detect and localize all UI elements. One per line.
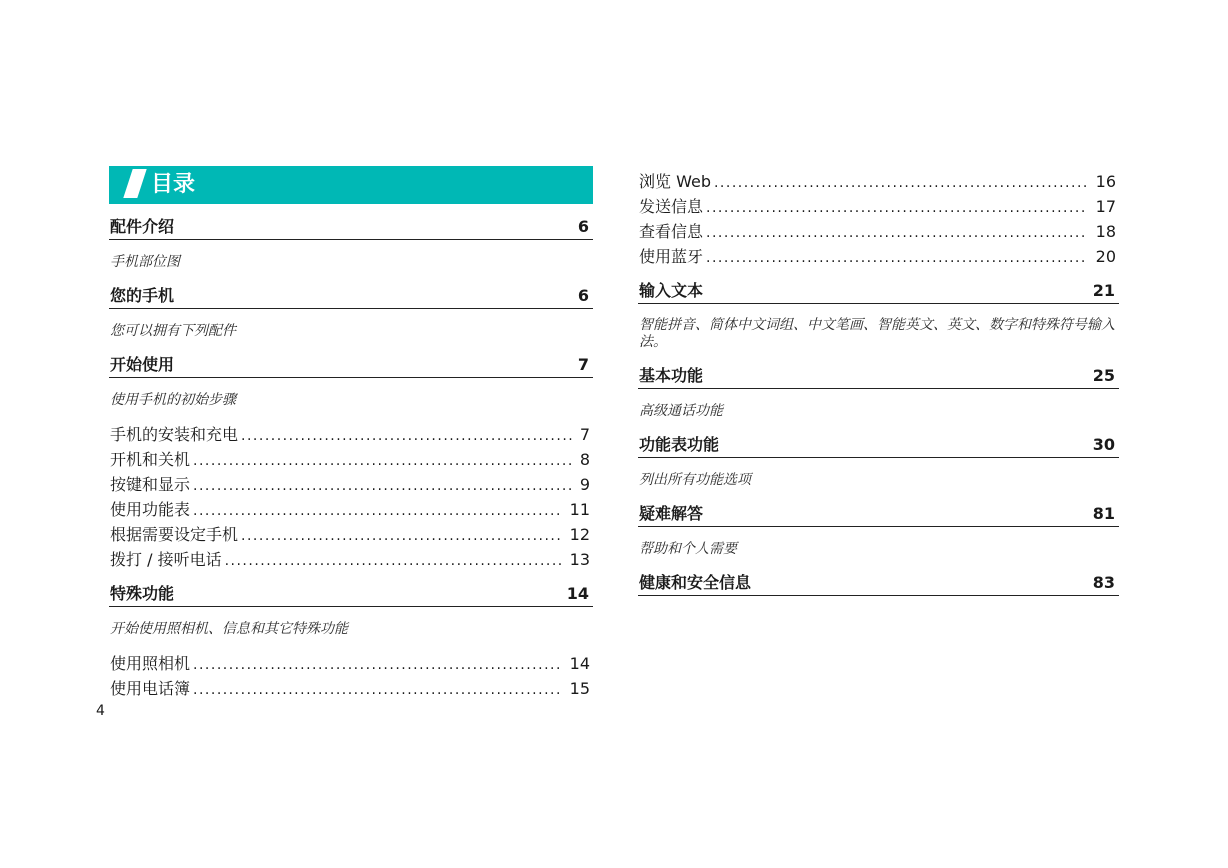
section-your-phone[interactable] [109, 285, 593, 309]
dot-leader [714, 171, 1088, 195]
section-title: 特殊功能 [110, 584, 175, 603]
dot-leader [241, 424, 572, 448]
entry-title: 开机和关机 [110, 450, 191, 469]
banner-slash-decoration [123, 169, 146, 198]
entry-title: 使用照相机 [110, 654, 191, 673]
section-page: 81 [1092, 504, 1115, 523]
section-title: 健康和安全信息 [639, 573, 752, 592]
entry-page: 18 [1095, 222, 1116, 241]
toc-title: 目录 [151, 172, 196, 197]
dot-leader [706, 246, 1088, 270]
entry-title: 发送信息 [639, 197, 704, 216]
entry-title: 使用功能表 [110, 500, 191, 519]
toc-right-column [638, 170, 1119, 596]
section-title: 基本功能 [639, 366, 704, 385]
section-page: 25 [1092, 366, 1115, 385]
toc-entry[interactable] [109, 652, 593, 677]
section-menu-functions[interactable] [638, 434, 1119, 458]
section-page: 83 [1092, 573, 1115, 592]
section-getting-started[interactable] [109, 354, 593, 378]
section-title: 功能表功能 [639, 435, 720, 454]
dot-leader [241, 524, 562, 548]
section-troubleshooting[interactable] [638, 503, 1119, 527]
section-description: 高级通话功能 [639, 403, 723, 419]
section-title: 疑难解答 [639, 504, 704, 523]
dot-leader [193, 653, 562, 677]
dot-leader [193, 499, 562, 523]
section-description: 列出所有功能选项 [639, 472, 751, 488]
dot-leader [193, 449, 572, 473]
section-special-features[interactable] [109, 583, 593, 607]
entry-page: 12 [569, 525, 590, 544]
entry-page: 20 [1095, 247, 1116, 266]
section-description: 手机部位图 [110, 254, 180, 270]
section-basic-functions[interactable] [638, 365, 1119, 389]
entry-page: 7 [579, 425, 590, 444]
section-accessories[interactable] [109, 216, 593, 240]
section-page: 6 [577, 286, 589, 305]
toc-entry[interactable] [109, 448, 593, 473]
toc-entry[interactable] [638, 245, 1119, 270]
section-text-input[interactable] [638, 280, 1119, 304]
entry-page: 16 [1095, 172, 1116, 191]
entry-page: 11 [569, 500, 590, 519]
section-description: 帮助和个人需要 [639, 541, 737, 557]
entry-title: 手机的安装和充电 [110, 425, 239, 444]
entry-page: 9 [579, 475, 590, 494]
toc-entry[interactable] [638, 220, 1119, 245]
toc-entry[interactable] [109, 473, 593, 498]
entry-title: 使用电话簿 [110, 679, 191, 698]
dot-leader [225, 549, 562, 573]
section-page: 14 [566, 584, 589, 603]
toc-left-column [109, 166, 593, 712]
section-title: 您的手机 [110, 286, 175, 305]
section-description: 您可以拥有下列配件 [110, 323, 236, 339]
section-description: 智能拼音、简体中文词组、中文笔画、智能英文、英文、数字和特殊符号输入法。 [639, 317, 1115, 350]
toc-entry-list [109, 652, 593, 702]
toc-entry-list [109, 423, 593, 573]
page-number: 4 [96, 703, 105, 719]
entry-title: 查看信息 [639, 222, 704, 241]
toc-entry[interactable] [109, 523, 593, 548]
entry-title: 按键和显示 [110, 475, 191, 494]
section-title: 配件介绍 [110, 217, 175, 236]
entry-page: 13 [569, 550, 590, 569]
section-title: 输入文本 [639, 281, 704, 300]
toc-entry[interactable] [109, 677, 593, 702]
entry-page: 14 [569, 654, 590, 673]
section-health-safety[interactable] [638, 572, 1119, 596]
dot-leader [706, 196, 1088, 220]
toc-entry[interactable] [109, 548, 593, 573]
entry-page: 8 [579, 450, 590, 469]
dot-leader [706, 221, 1088, 245]
toc-entry[interactable] [638, 170, 1119, 195]
section-page: 21 [1092, 281, 1115, 300]
toc-entry-list [638, 170, 1119, 270]
entry-title: 使用蓝牙 [639, 247, 704, 266]
entry-page: 17 [1095, 197, 1116, 216]
entry-title: 根据需要设定手机 [110, 525, 239, 544]
toc-entry[interactable] [109, 498, 593, 523]
section-page: 6 [577, 217, 589, 236]
entry-title: 拨打 / 接听电话 [110, 550, 222, 569]
section-page: 7 [577, 355, 589, 374]
section-title: 开始使用 [110, 355, 175, 374]
entry-title: 浏览 Web [639, 172, 711, 191]
dot-leader [193, 474, 572, 498]
entry-page: 15 [569, 679, 590, 698]
toc-entry[interactable] [638, 195, 1119, 220]
dot-leader [193, 678, 562, 702]
section-description: 使用手机的初始步骤 [110, 392, 236, 408]
section-page: 30 [1092, 435, 1115, 454]
toc-entry[interactable] [109, 423, 593, 448]
toc-banner [109, 166, 593, 204]
section-description: 开始使用照相机、信息和其它特殊功能 [110, 621, 348, 637]
